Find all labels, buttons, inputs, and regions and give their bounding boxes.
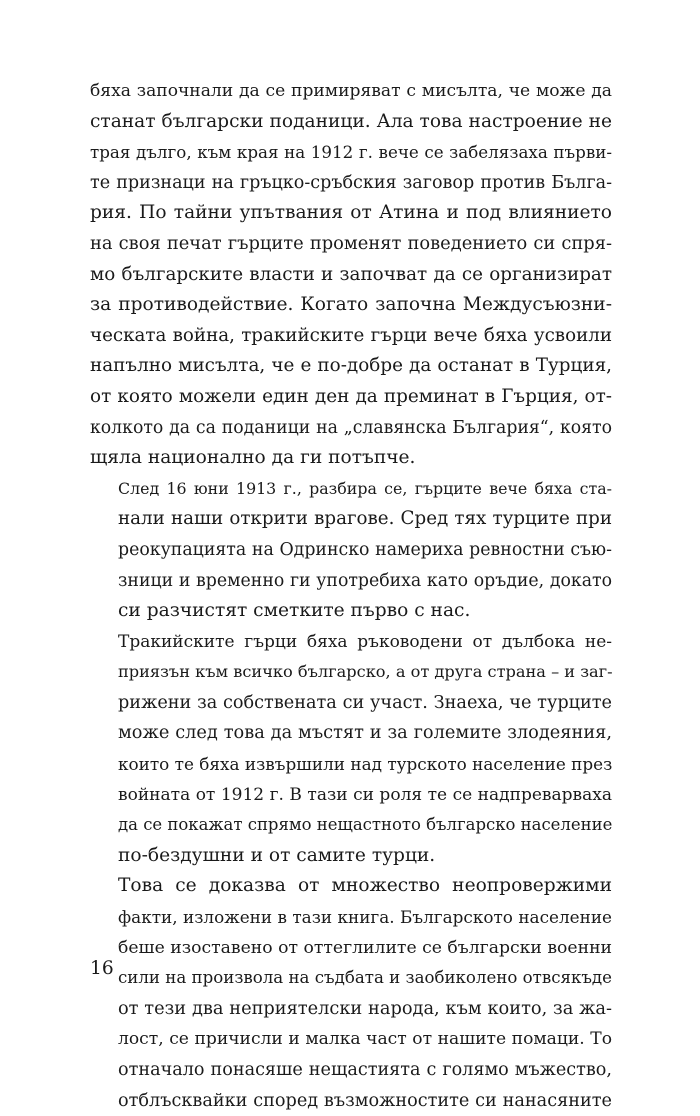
text-line: за противодействие. Когато започна Междусъюзни- xyxy=(90,294,612,316)
text-line: сили на произвола на съдбата и заобиколено отвсякъде xyxy=(118,968,612,988)
text-line: отначало понасяше нещастията с голямо мъжество, xyxy=(118,1060,612,1080)
text-line: колкото да са поданици на „славянска България“, която xyxy=(90,417,612,438)
text-line: напълно мисълта, че е по-добре да останат в Турция, xyxy=(90,355,612,377)
text-line: нали наши открити врагове. Сред тях турците при xyxy=(118,508,612,530)
text-line: може след това да мъстят и за големите злодеяния, xyxy=(118,723,612,744)
text-line: лост, се причисли и малка част от нашите помаци. То xyxy=(118,1029,612,1050)
page-number: 16 xyxy=(90,958,114,979)
text-line: Тракийските гърци бяха ръководени от дълбока не- xyxy=(118,631,612,652)
text-line: трая дълго, към края на 1912 г. вече се забелязаха първи- xyxy=(90,142,612,163)
text-line: от тези два неприятелски народа, към които, за жа- xyxy=(118,998,612,1019)
text-line: След 16 юни 1913 г., разбира се, гърците вече бяха ста- xyxy=(118,478,612,498)
text-line: приязън към всичко българско, а от друга страна – и заг- xyxy=(118,662,613,682)
body-text xyxy=(90,76,612,1116)
paragraph xyxy=(90,627,612,872)
text-line: отблъсквайки според възможностите си нанасяните xyxy=(118,1090,612,1111)
paragraph xyxy=(90,474,612,627)
text-line: на своя печат гърците променят поведението си спря- xyxy=(90,232,612,254)
text-line: рия. По тайни упътвания от Атина и под влиянието xyxy=(90,202,612,224)
text-line: ческата война, тракийските гърци вече бяха усвоили xyxy=(90,324,612,346)
text-line: станат български поданици. Ала това настроение не xyxy=(90,110,612,132)
text-line: войната от 1912 г. В тази си роля те се надпреварваха xyxy=(118,784,612,805)
text-line: Това се доказва от множество неопровержими xyxy=(118,875,612,897)
text-line: рижени за собствената си участ. Знаеха, че турците xyxy=(118,692,612,713)
text-line: факти, изложени в тази книга. Българското население xyxy=(118,907,612,928)
paragraph xyxy=(90,76,612,474)
paragraph xyxy=(90,871,612,1116)
text-line: те признаци на гръцко-сръбския заговор против Бълга- xyxy=(90,172,612,193)
text-line: щяла национално да ги потъпче. xyxy=(90,447,416,469)
text-line: бяха започнали да се примиряват с мисълта, че може да xyxy=(90,81,612,101)
text-line: да се покажат спрямо нещастното българско население xyxy=(118,815,613,835)
text-line: които те бяха извършили над турското население през xyxy=(118,754,613,775)
text-line: от която можели един ден да преминат в Гърция, от- xyxy=(90,385,612,407)
text-line: реокупацията на Одринско намериха ревностни съю- xyxy=(118,539,612,560)
text-line: мо българските власти и започват да се организират xyxy=(90,263,612,285)
text-line: си разчистят сметките първо с нас. xyxy=(118,600,471,622)
text-line: зници и временно ги употребиха като оръдие, докато xyxy=(118,570,612,591)
text-line: беше изоставено от оттеглилите се български военни xyxy=(118,937,613,958)
text-line: по-бездушни и от самите турци. xyxy=(118,844,436,866)
